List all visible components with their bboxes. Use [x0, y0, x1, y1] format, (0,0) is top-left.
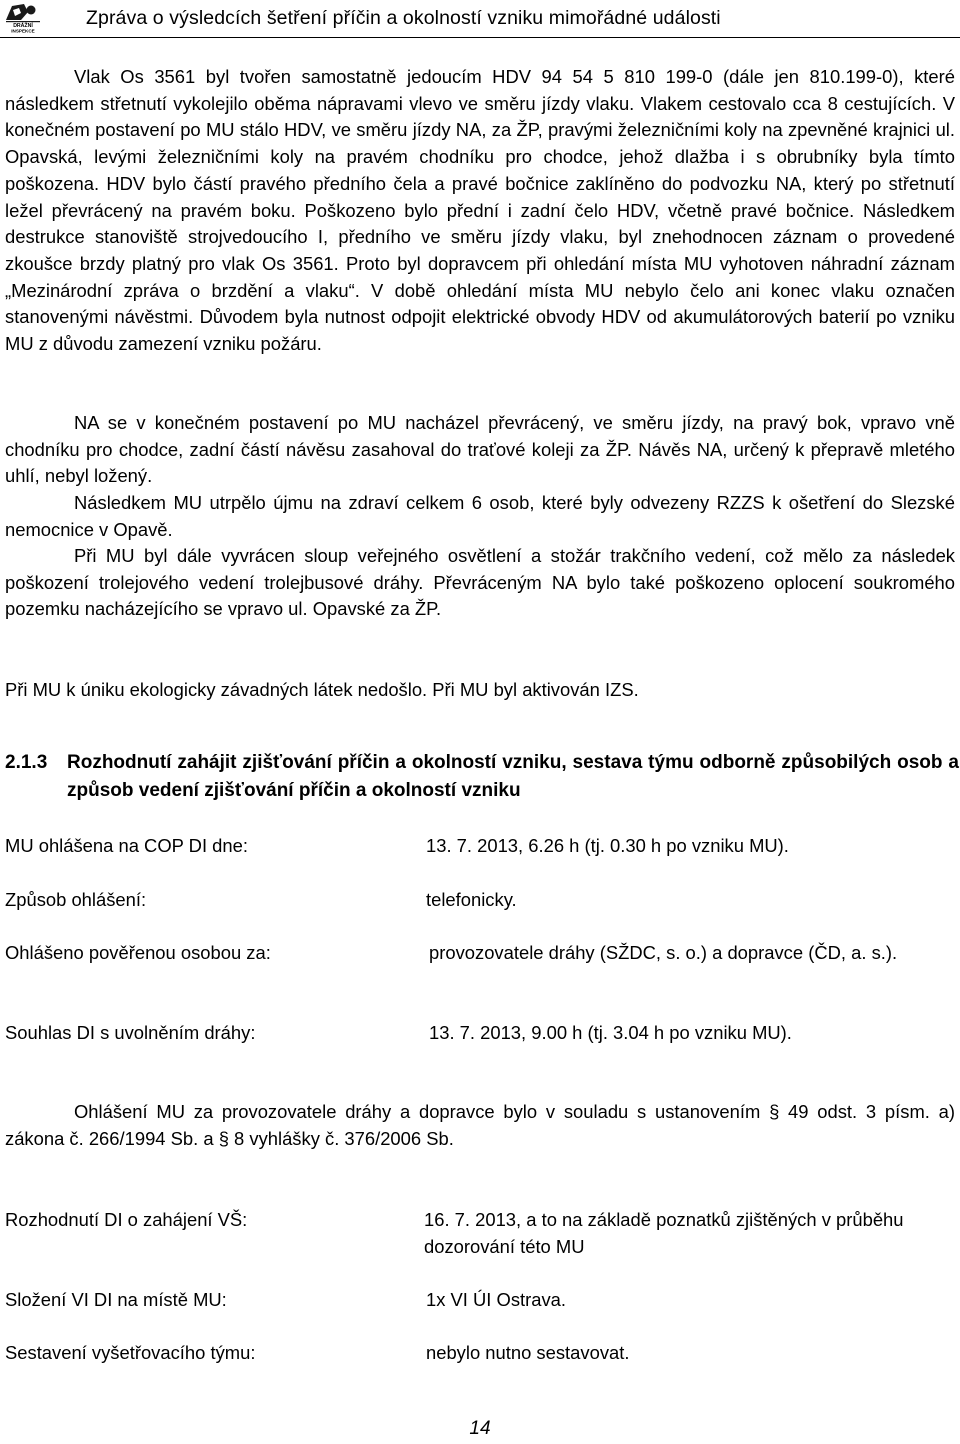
paragraph-ekologie: Při MU k úniku ekologicky závadných látek nedošlo. Při MU byl aktivován IZS.: [5, 679, 639, 700]
report-value: provozovatele dráhy (SŽDC, s. o.) a dopravce (ČD, a. s.).: [429, 942, 898, 963]
section-number: 2.1.3: [5, 752, 48, 773]
report-value: 13. 7. 2013, 6.26 h (tj. 0.30 h po vzniku MU).: [426, 835, 789, 856]
header-title: Zpráva o výsledcích šetření příčin a okolností vzniku mimořádné události: [86, 7, 721, 29]
page-number: 14: [469, 1418, 491, 1439]
decision-label: Složení VI DI na místě MU:: [5, 1289, 227, 1310]
paragraph-na: NA se v konečném postavení po MU nacházel převrácený, ve směru jízdy, na pravý bok, vpravo vně chodníku pro chodce, zadní částí návěsu zasahoval do traťové koleji za ŽP. Návěs NA, určený k přepravě mletého uhlí, nebyl ložený.: [5, 412, 955, 487]
report-label: MU ohlášena na COP DI dne:: [5, 835, 248, 856]
decision-value: nebylo nutno sestavovat.: [426, 1342, 630, 1363]
svg-text:DRÁŽNÍ: DRÁŽNÍ: [13, 23, 33, 29]
svg-text:INSPEKCE: INSPEKCE: [11, 28, 35, 34]
decision-label: Rozhodnutí DI o zahájení VŠ:: [5, 1209, 248, 1230]
legal-note: Ohlášení MU za provozovatele dráhy a dopravce bylo v souladu s ustanovením § 49 odst. 3 písm. a) zákona č. 266/1994 Sb. a § 8 vyhlášky č. 376/2006 Sb.: [5, 1101, 955, 1149]
report-value: telefonicky.: [426, 889, 517, 910]
drazni-inspekce-logo: [4, 2, 42, 34]
decision-label: Sestavení vyšetřovacího týmu:: [5, 1342, 256, 1363]
decision-value: 1x VI ÚI Ostrava.: [426, 1289, 567, 1310]
page-header: [0, 0, 960, 40]
decision-value: 16. 7. 2013, a to na základě poznatků zjištěných v průběhu dozorování této MU: [424, 1209, 904, 1257]
report-label: Ohlášeno pověřenou osobou za:: [5, 942, 271, 963]
paragraph-zraneni: Následkem MU utrpělo újmu na zdraví celkem 6 osob, které byly odvezeny RZZS k ošetření do Slezské nemocnice v Opavě.: [5, 492, 955, 540]
paragraph-skody: Při MU byl dále vyvrácen sloup veřejného osvětlení a stožár trakčního vedení, což mělo za následek poškození trolejového vedení trolejbusové dráhy. Převráceným NA bylo také poškozeno oplocení soukromého pozemku nacházejícího se vpravo ul. Opavské za ŽP.: [5, 545, 955, 620]
report-label: Způsob ohlášení:: [5, 889, 147, 910]
section-title: Rozhodnutí zahájit zjišťování příčin a okolností vzniku, sestava týmu odborně způsobilých osob a způsob vedení zjišťování příčin a okolností vzniku: [67, 752, 959, 801]
report-label: Souhlas DI s uvolněním dráhy:: [5, 1022, 256, 1043]
paragraph-vlak: Vlak Os 3561 byl tvořen samostatně jedoucím HDV 94 54 5 810 199-0 (dále jen 810.199-0), které následkem střetnutí vykolejilo oběma nápravami vlevo ve směru jízdy vlaku. Vlakem cestovalo cca 8 cestujících. V konečném postavení po MU stálo HDV, ve směru jízdy NA, za ŽP, pravými železničními koly na zpevněné krajnici ul. Opavská, levými železničními koly na pravém chodníku pro chodce, jehož dlažba i s obrubníky byla tímto poškozena. HDV bylo částí pravého předního čela a pravé bočnice zaklíněno do podvozku NA, který po střetnutí ležel převrácený na pravém boku. Poškozeno bylo přední i zadní čelo HDV, včetně pravé bočnice. Následkem destrukce stanoviště strojvedoucího I, předního ve směru jízdy vlaku, byl znehodnocen záznam o provedené zkoušce brzdy platný pro vlak Os 3561. Proto byl dopravcem při ohledání místa MU vyhotoven náhradní záznam „Mezinárodní zpráva o brzdění a vlaku“. V době ohledání místa MU nebylo čelo ani konec vlaku označen stanovenými návěstmi. Důvodem byla nutnost odpojit elektrické obvody HDV od akumulátorových baterií po vzniku MU z důvodu zamezení vzniku požáru.: [5, 66, 955, 355]
report-value: 13. 7. 2013, 9.00 h (tj. 3.04 h po vzniku MU).: [429, 1022, 792, 1043]
header-divider: [0, 37, 960, 38]
